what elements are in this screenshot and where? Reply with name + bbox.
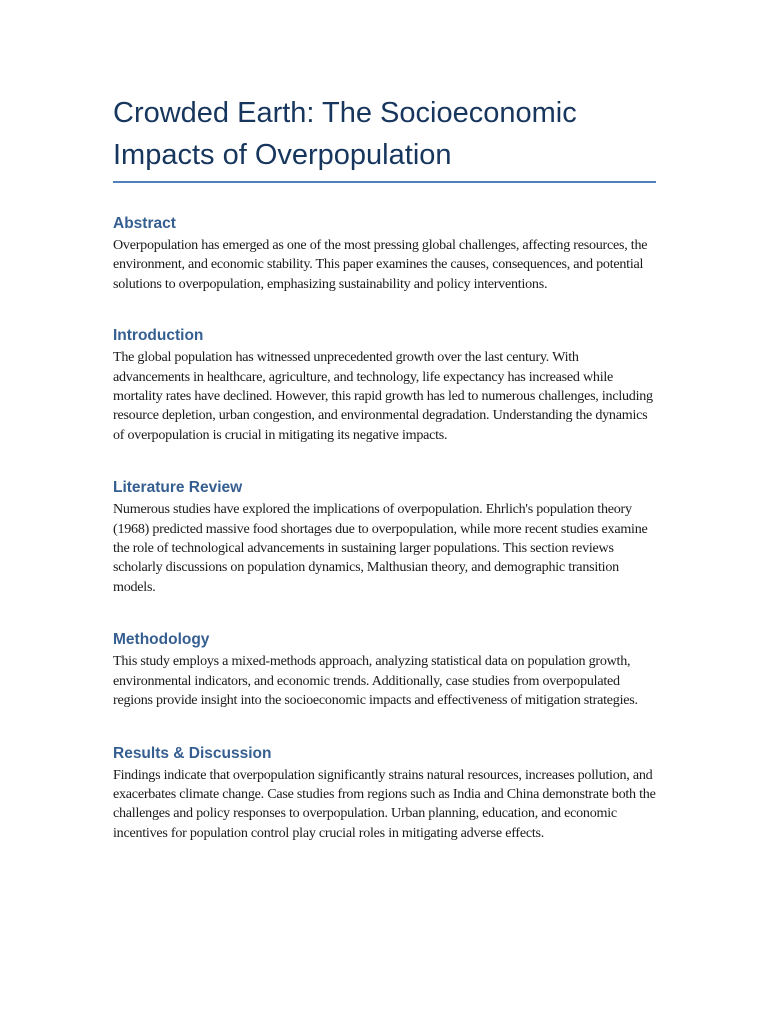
- title-underline-rule: [113, 181, 656, 183]
- section-abstract: [113, 214, 658, 294]
- section-introduction: [113, 326, 658, 445]
- section-literature-review: [113, 478, 658, 597]
- document-title: Crowded Earth: The Socioeconomic Impacts of Overpopulation: [113, 97, 577, 171]
- section-heading-introduction: Introduction: [113, 327, 204, 345]
- section-body-abstract: Overpopulation has emerged as one of the most pressing global challenges, affecting resources, the environment, and economic stability. This paper examines the causes, consequences, and potential solutions to overpopulation, emphasizing sustainability and policy interventions.: [113, 237, 648, 292]
- section-heading-methodology: Methodology: [113, 631, 210, 649]
- section-body-results-discussion: Findings indicate that overpopulation significantly strains natural resources, increases pollution, and exacerbates climate change. Case studies from regions such as India and China demonstrate both the challenges and policy responses to overpopulation. Urban planning, education, and economic incentives for population control play crucial roles in mitigating adverse effects.: [113, 766, 656, 841]
- section-body-introduction: The global population has witnessed unprecedented growth over the last century. With advancements in healthcare, agriculture, and technology, life expectancy has increased while mortality rates have declined. However, this rapid growth has led to numerous challenges, including resource depletion, urban congestion, and environmental degradation. Understanding the dynamics of overpopulation is crucial in mitigating its negative impacts.: [113, 349, 653, 443]
- section-body-literature-review: Numerous studies have explored the implications of overpopulation. Ehrlich's population theory (1968) predicted massive food shortages due to overpopulation, while more recent studies examine the role of technological advancements in sustaining larger populations. This section reviews scholarly discussions on population dynamics, Malthusian theory, and demographic transition models.: [113, 501, 648, 595]
- section-body-methodology: This study employs a mixed-methods approach, analyzing statistical data on population growth, environmental indicators, and economic trends. Additionally, case studies from overpopulated regions provide insight into the socioeconomic impacts and effectiveness of mitigation strategies.: [113, 653, 638, 709]
- section-methodology: [113, 630, 658, 710]
- section-heading-results-discussion: Results & Discussion: [113, 744, 272, 762]
- section-heading-abstract: Abstract: [113, 215, 176, 232]
- section-results-discussion: [113, 744, 658, 844]
- section-heading-literature-review: Literature Review: [113, 479, 243, 497]
- document-page: [113, 92, 658, 843]
